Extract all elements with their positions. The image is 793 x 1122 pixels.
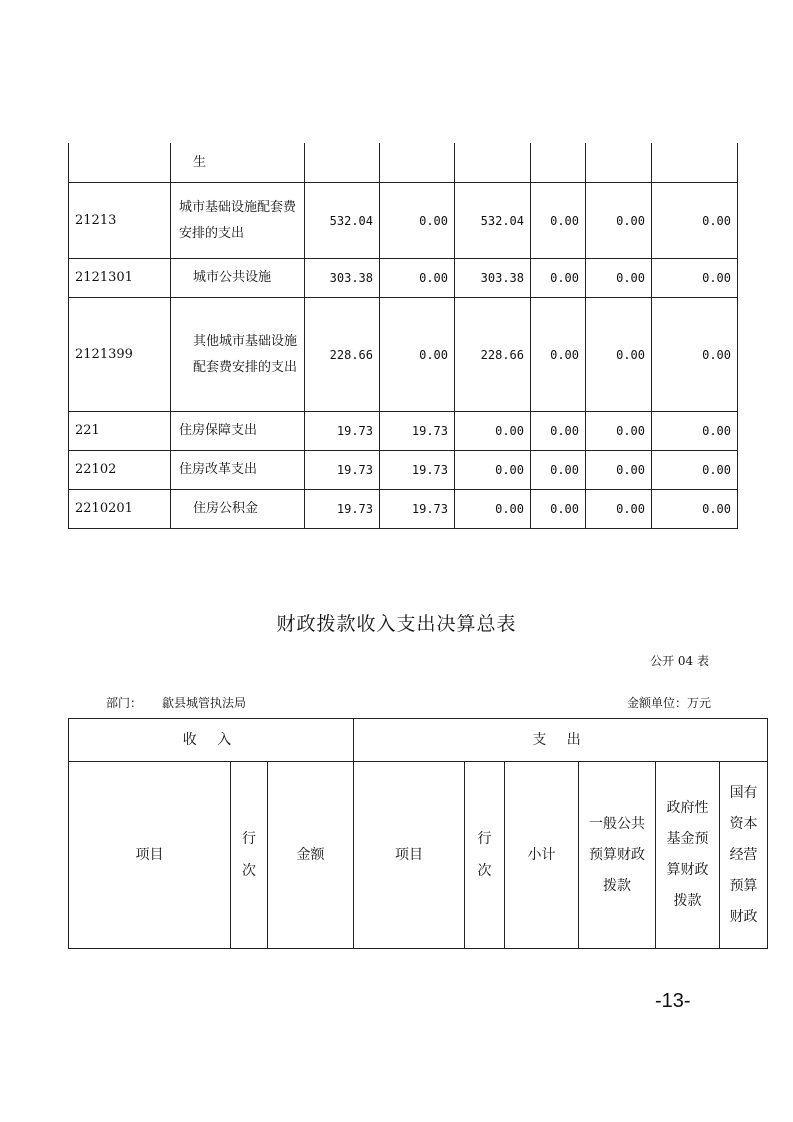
row-general-budget: 0.00 [380,183,455,259]
row-col-6: 0.00 [652,412,738,451]
row-code: 2210201 [69,490,171,529]
row-fund-budget [455,143,531,183]
page-number: -13- [655,990,691,1012]
row-name: 住房改革支出 [171,451,305,490]
row-total [305,143,380,183]
report-title: 财政拨款收入支出决算总表 [276,613,517,635]
income-amount-header: 金额 [268,762,354,949]
row-name: 城市公共设施 [171,259,305,298]
expense-header: 支 出 [354,719,768,762]
row-code: 2121399 [69,298,171,412]
row-code: 221 [69,412,171,451]
row-total: 532.04 [305,183,380,259]
department-name: 歙县城管执法局 [162,696,247,710]
expense-item-header: 项目 [354,762,465,949]
department-label: 部门： [106,696,143,710]
row-code: 2121301 [69,259,171,298]
row-total: 19.73 [305,412,380,451]
expenditure-table-continued [68,143,738,529]
row-name: 住房保障支出 [171,412,305,451]
row-code: 21213 [69,183,171,259]
amount-unit: 金额单位：万元 [626,696,711,710]
row-col-5: 0.00 [586,451,652,490]
row-col-5: 0.00 [586,412,652,451]
subtotal-header: 小计 [505,762,579,949]
row-col-4 [531,143,586,183]
row-col-5: 0.00 [586,298,652,412]
row-col-4: 0.00 [531,183,586,259]
row-col-5: 0.00 [586,183,652,259]
row-col-6 [652,143,738,183]
row-col-4: 0.00 [531,259,586,298]
form-number: 公开 04 表 [650,654,709,668]
table-row [69,451,738,490]
row-general-budget: 19.73 [380,412,455,451]
table-row [69,298,738,412]
row-total: 19.73 [305,490,380,529]
general-budget-header: 一般公共预算财政拨款 [579,762,656,949]
row-name: 住房公积金 [171,490,305,529]
row-fund-budget: 303.38 [455,259,531,298]
row-general-budget: 0.00 [380,259,455,298]
row-total: 19.73 [305,451,380,490]
row-col-4: 0.00 [531,298,586,412]
row-fund-budget: 228.66 [455,298,531,412]
row-col-6: 0.00 [652,451,738,490]
row-col-6: 0.00 [652,183,738,259]
row-col-6: 0.00 [652,298,738,412]
row-name: 生 [171,143,305,183]
income-header: 收 入 [69,719,354,762]
row-fund-budget: 0.00 [455,412,531,451]
income-row-no-header: 行次 [231,762,268,949]
row-total: 303.38 [305,259,380,298]
row-fund-budget: 0.00 [455,490,531,529]
state-capital-header: 国有资本经营预算财政 [720,762,768,949]
row-col-4: 0.00 [531,412,586,451]
expense-row-no-header: 行次 [465,762,505,949]
row-general-budget: 19.73 [380,451,455,490]
table-row [69,490,738,529]
table-row [69,259,738,298]
fund-budget-header: 政府性基金预算财政拨款 [656,762,720,949]
row-general-budget: 0.00 [380,298,455,412]
row-col-5 [586,143,652,183]
row-code [69,143,171,183]
row-col-4: 0.00 [531,451,586,490]
row-fund-budget: 532.04 [455,183,531,259]
row-general-budget: 19.73 [380,490,455,529]
row-col-4: 0.00 [531,490,586,529]
table-row [69,183,738,259]
row-col-5: 0.00 [586,490,652,529]
row-general-budget [380,143,455,183]
row-total: 228.66 [305,298,380,412]
row-col-6: 0.00 [652,259,738,298]
row-fund-budget: 0.00 [455,451,531,490]
budget-summary-table-header [68,718,768,949]
row-col-5: 0.00 [586,259,652,298]
row-col-6: 0.00 [652,490,738,529]
row-name: 其他城市基础设施配套费安排的支出 [171,298,305,412]
table-row [69,412,738,451]
row-name: 城市基础设施配套费安排的支出 [171,183,305,259]
row-code: 22102 [69,451,171,490]
income-item-header: 项目 [69,762,231,949]
table-row [69,143,738,183]
